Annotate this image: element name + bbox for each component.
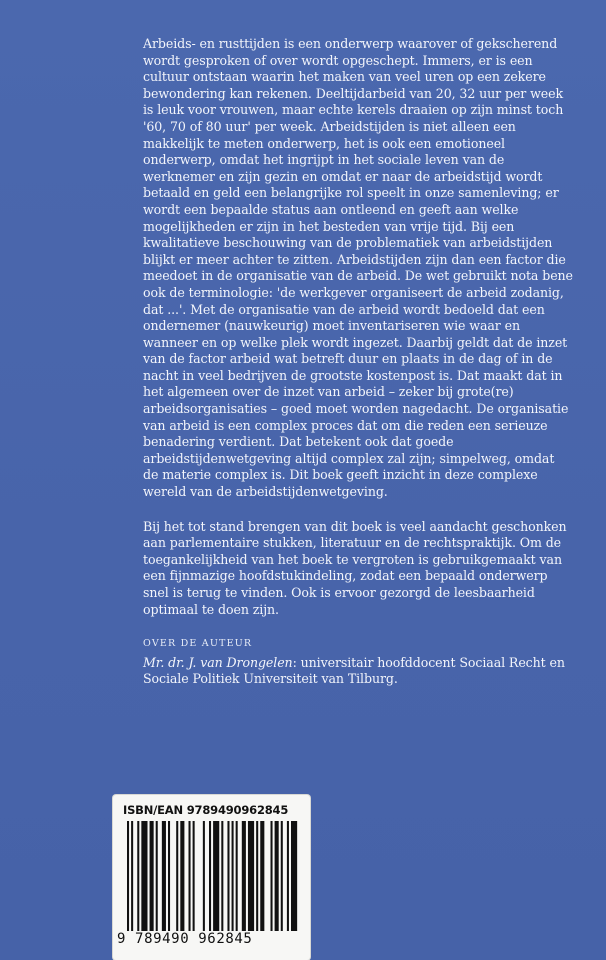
author-description: : universitair hoofddocent Sociaal Recht en Sociale Politiek Universiteit van Tilburg. (143, 654, 565, 687)
barcode-icon (127, 821, 299, 931)
blurb-paragraph-2: Bij het tot stand brengen van dit boek is veel aandacht geschonken aan parlementaire stukken, literatuur en de rechtspraktijk. Om de toegankelijkheid van het boek te vergroten is gebruikgemaakt van een fijnmazige hoofdstukindeling, zodat een bepaald onderwerp snel is terug te vinden. Ook is ervoor gezorgd de leesbaarheid optimaal te doen zijn. (143, 518, 567, 617)
blurb-text (143, 36, 573, 688)
author-name: Mr. dr. J. van Drongelen (143, 654, 293, 670)
barcode-digits: 9 789490 962845 (117, 931, 253, 947)
blurb-paragraph-1: Arbeids- en rusttijden is een onderwerp waarover of gekscherend wordt gesproken of over wordt opgeschept. Immers, er is een cultuur ontstaan waarin het maken van veel uren op een zekere bewondering kan rekenen. Deeltijdarbeid van 20, 32 uur per week is leuk voor vrouwen, maar echte kerels draaien op zijn minst toch '60, 70 of 80 uur' per week. Arbeidstijden is niet alleen een makkelijk te meten onderwerp, het is ook een emotioneel onderwerp, omdat het ingrijpt in het sociale leven van de werknemer en zijn gezin en omdat er naar de arbeidstijd wordt betaald en geld een belangrijke rol speelt in onze samenleving; er wordt een bepaalde status aan ontleend en geeft aan welke mogelijkheden er zijn in het besteden van vrije tijd. Bij een kwalitatieve beschouwing van de problematiek van arbeidstijden blijkt er meer achter te zitten. Arbeidstijden zijn dan een factor die meedoet in de organisatie van de arbeid. De wet gebruikt nota bene ook de terminologie: 'de werkgever organiseert de arbeid zodanig, dat ...'. Met de organisatie van de arbeid wordt bedoeld dat een ondernemer (nauwkeurig) moet inventariseren wie waar en wanneer en op welke plek wordt ingezet. Daarbij geldt dat de inzet van de factor arbeid wat betreft duur en plaats in de dag of in de nacht in veel bedrijven de grootste kostenpost is. Dat maakt dat in het algemeen over de inzet van arbeid – zeker bij grote(re) arbeidsorganisaties – goed moet worden nagedacht. De organisatie van arbeid is een complex proces dat om die reden een serieuze benadering verdient. Dat betekent ook dat goede arbeidstijdenwetgeving altijd complex zal zijn; simpelweg, omdat de materie complex is. Dit boek geeft inzicht in deze complexe wereld van de arbeidstijdenwetgeving. (143, 36, 573, 500)
author-bio (143, 655, 573, 688)
author-heading: OVER DE AUTEUR (143, 638, 253, 650)
barcode-sticker (113, 795, 310, 960)
isbn-label: ISBN/EAN 9789490962845 (123, 803, 289, 817)
